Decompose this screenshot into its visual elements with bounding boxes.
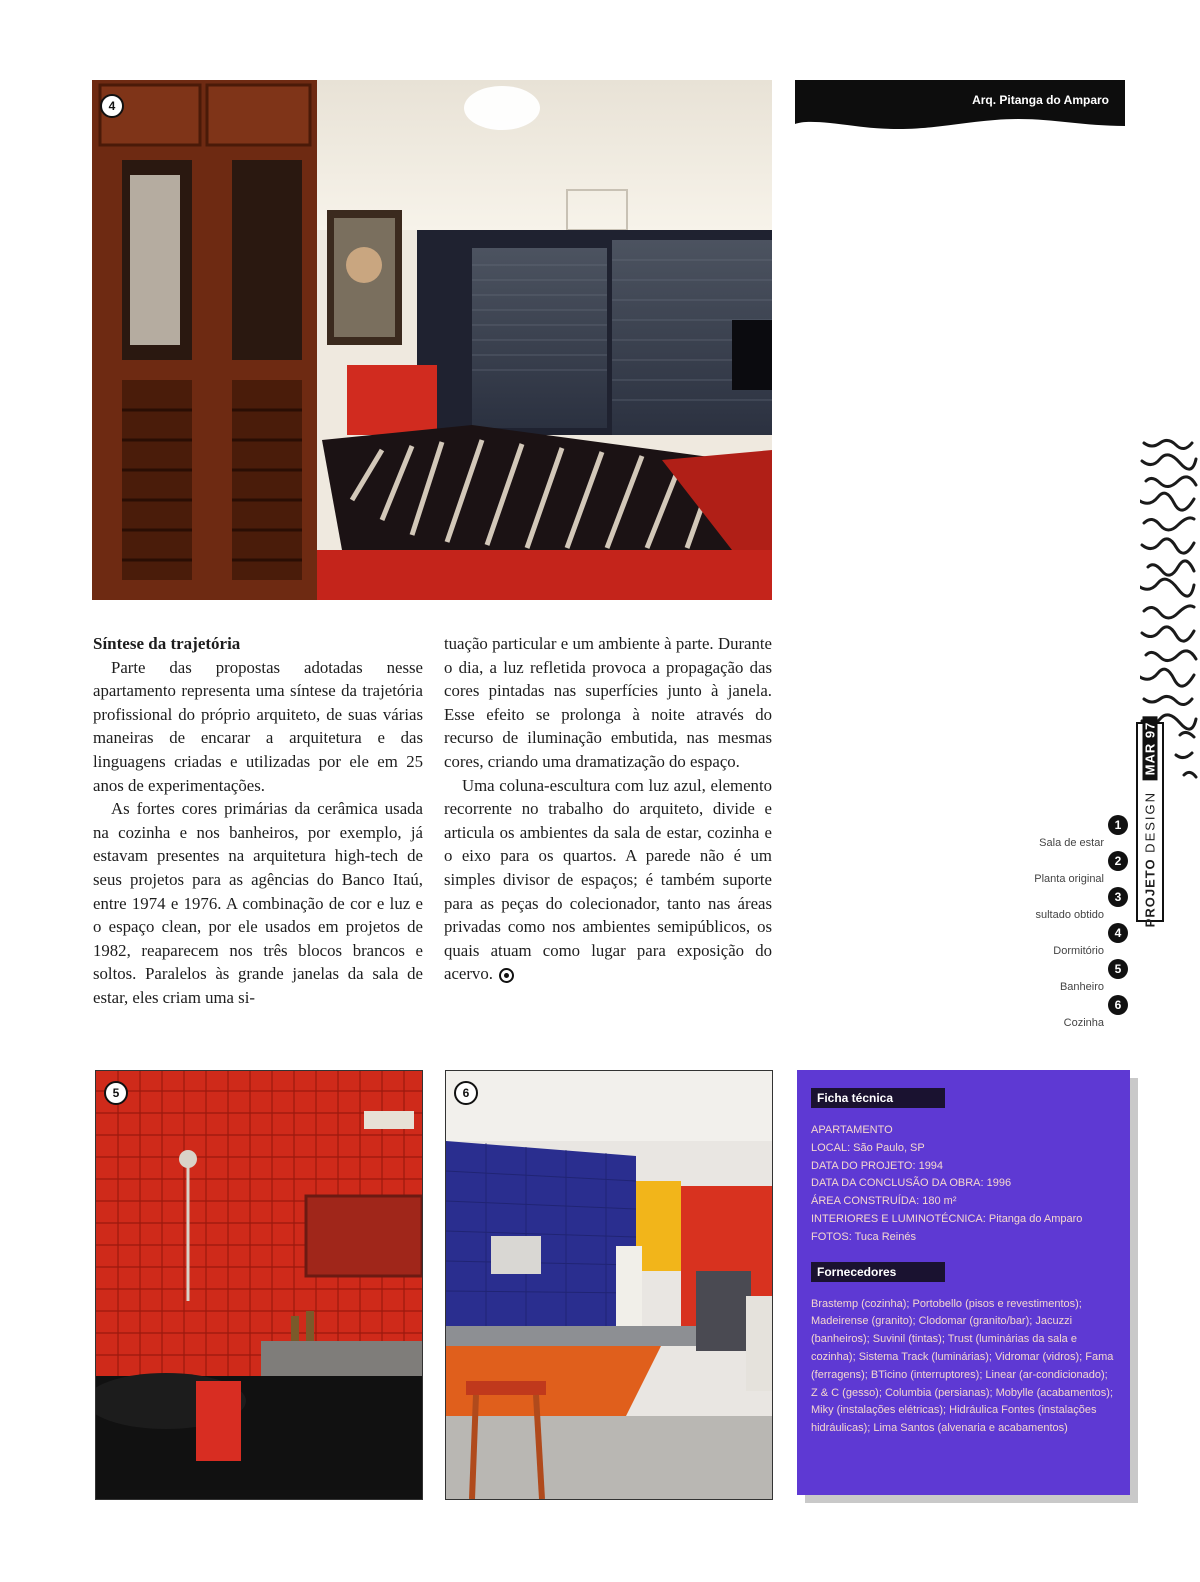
ficha-line: LOCAL: São Paulo, SP <box>811 1141 925 1154</box>
ficha-line: FOTOS: Tuca Reinés <box>811 1230 916 1243</box>
photo-number-badge: 5 <box>104 1081 128 1105</box>
photo-number-badge: 6 <box>454 1081 478 1105</box>
credits-box <box>797 1070 1130 1495</box>
magazine-spine <box>1136 721 1164 928</box>
caption-number-badge: 3 <box>1108 887 1128 907</box>
caption-number-badge: 5 <box>1108 959 1128 979</box>
caption-item <box>1000 959 1128 995</box>
photo-banheiro <box>95 1070 423 1500</box>
caption-item <box>1000 995 1128 1031</box>
caption-item <box>1000 851 1128 887</box>
ficha-tecnica-heading: Ficha técnica <box>811 1088 945 1108</box>
article-paragraph: Parte das propostas adotadas nesse apartamento representa uma síntese da trajetória profissional do próprio arquiteto, de suas várias maneiras de encarar a arquitetura e das linguagens criadas e utilizadas por ele em 25 anos de experimentações. <box>93 657 423 795</box>
caption-label: Banheiro <box>1059 981 1104 993</box>
caption-number-badge: 6 <box>1108 995 1128 1015</box>
article-paragraph: tuação particular e um ambiente à parte. Durante o dia, a luz refletida provoca a propagação das cores pintadas nas superfícies junto à janela. Esse efeito se prolonga à noite através do recurso de iluminação embutida, nas mesmas cores, criando uma dramatização do espaço. <box>444 634 772 771</box>
fornecedores-heading: Fornecedores <box>811 1262 945 1282</box>
caption-item <box>1000 887 1128 923</box>
ficha-tecnica-list <box>811 1122 1116 1247</box>
ficha-line: DATA DO PROJETO: 1994 <box>811 1159 944 1172</box>
end-of-article-icon <box>499 968 514 983</box>
article-paragraph: As fortes cores primárias da cerâmica usada na cozinha e nos banheiros, por exemplo, já estavam presentes na arquitetura high-tech de seus projetos para as agências do Banco Itaú, entre 1974 e 1976. A combinação de cor e luz e o espaço clean, por ele usados em projetos de 1982, reaparecem nos três blocos brancos e soltos. Paralelos às grande janelas da sala de estar, eles criam uma si- <box>93 799 423 1007</box>
issue-date: MAR 97 <box>1143 717 1158 781</box>
brand-light: DESIGN <box>1142 790 1158 853</box>
photo-cozinha <box>445 1070 773 1500</box>
caption-label: Sala de estar <box>1039 837 1104 849</box>
caption-label: Cozinha <box>1063 1017 1104 1029</box>
magazine-label <box>1143 717 1158 928</box>
article-column-2 <box>444 632 772 986</box>
photo-number-badge: 4 <box>100 94 124 118</box>
architect-name: Arq. Pitanga do Amparo <box>972 93 1109 107</box>
brand-bold: PROJETO <box>1142 858 1158 928</box>
caption-item <box>1000 923 1128 959</box>
ficha-line: INTERIORES E LUMINOTÉCNICA: Pitanga do Amparo <box>811 1212 1083 1225</box>
ficha-line: ÁREA CONSTRUÍDA: 180 m² <box>811 1195 957 1208</box>
article-column-1 <box>93 632 423 1010</box>
caption-label: sultado obtido <box>1035 909 1104 921</box>
photo-dormitorio <box>92 80 772 600</box>
caption-label: Dormitório <box>1053 945 1104 957</box>
fornecedores-text: Brastemp (cozinha); Portobello (pisos e revestimentos); Madeirense (granito); Clodomar (granito/bar); Jacuzzi (banheiros); Suvinil (tintas); Trust (luminárias da sala e cozinha); Sistema Track (luminárias); Vidromar (vidros); Fama (ferragens); BTicino (interruptores); Linear (ar-condicionado); Z & C (gesso); Columbia (persianas); Mobylle (acabamentos); Miky (instalações elétricas); Hidráulica Fontes (instalações hidráulicas); Lima Santos (alvenaria e acabamentos) <box>811 1297 1114 1435</box>
ficha-line: DATA DA CONCLUSÃO DA OBRA: 1996 <box>811 1177 1012 1190</box>
header-tab <box>795 80 1125 132</box>
caption-number-badge: 1 <box>1108 815 1128 835</box>
ficha-line: APARTAMENTO <box>811 1124 893 1136</box>
article-subhead: Síntese da trajetória <box>93 634 241 653</box>
caption-label: Planta original <box>1034 873 1104 885</box>
caption-number-badge: 2 <box>1108 851 1128 871</box>
article-paragraph: Uma coluna-escultura com luz azul, elemento recorrente no trabalho do arquiteto, divide e articula os ambientes da sala de estar, cozinha e o eixo para os quartos. A parede não é um simples divisor de espaços; é também suporte para as peças do colecionador, tanto nas áreas privadas como nos ambientes semipúblicos, os quais atuam como lugar para exposição do acervo. <box>444 775 772 984</box>
caption-number-badge: 4 <box>1108 923 1128 943</box>
caption-item <box>1000 815 1128 851</box>
